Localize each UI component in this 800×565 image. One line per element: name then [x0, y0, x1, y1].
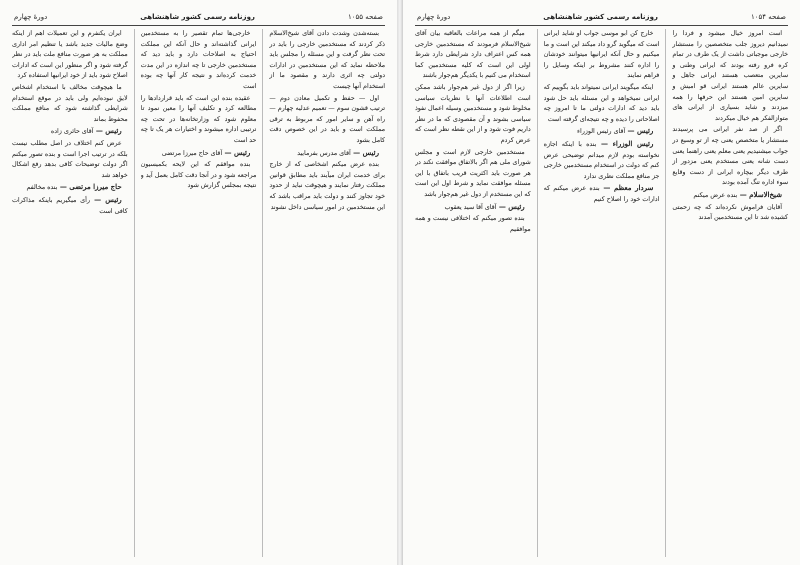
- paragraph: [269, 160, 385, 213]
- paragraph-text: میگم از همه مراعات بالعاقبه بیان آقای شیخ‌الاسلام فرمودند که مستخدمین خارجی همه کس اعتراف دارد شرایطی دارد شرط اولی این است که کلیه مستخدمین کما استخدام می کنیم با یکدیگر هم‌جوار باشند: [414, 30, 531, 80]
- speaker-name: رئیس —: [350, 147, 379, 157]
- speaker-name: حاج میرزا مرتضی —: [57, 182, 122, 192]
- volume-label: دورهٔ چهارم: [14, 13, 48, 21]
- paragraph: [544, 183, 660, 205]
- paragraph-text: خارج کن ابو موسی جواب او شاید ایرانی است که میگوید گرو داد میکند این است و ما میکنیم و حال آنکه ایرانیها میتوانند خودشان را اداره کنند مشروط بر اینکه وسایل را فراهم نمایند: [543, 30, 660, 80]
- paragraph-text: اگر از صد نفر ایرانی می پرسیدند مستشار یا متخصص یعنی چه از تو وسیع در جواب میشنیدیم یعنی معلم یعنی راهنما یعنی دست شانه یعنی مستخدم یعنی مزدور از طرف دیگر بیچاره ایرانی از دست وقایع سوء اداره تنگ آمده بودند: [672, 126, 788, 187]
- speaker-name: رئیس —: [93, 126, 122, 136]
- volume-label: دورهٔ چهارم: [417, 13, 451, 21]
- paragraph: [12, 139, 128, 181]
- paragraph-text: بنده مخالفم: [26, 184, 58, 192]
- page-number: صفحه ۱۰۵۴: [750, 13, 786, 21]
- speaker-name: رئیس الوزراء —: [596, 138, 654, 148]
- paragraph: [141, 160, 257, 192]
- paragraph-text: مستخدمین خارجی لازم است و مجلس شورای ملی هم اگر بالاتفاق موافقت نکند در هر صورت باید اکثریت قریب باتفاق با این مسئله موافقت نماید و شرط اول این است که این مستخدم از دول غیر هم‌جوار باشد: [414, 148, 531, 198]
- paragraph: [672, 125, 788, 189]
- paragraph: [415, 148, 531, 201]
- paragraph-text: آقای مدرس بفرمایید: [297, 149, 351, 157]
- paragraph-text: رأی میگیریم باینکه مذاکرات کافی است: [11, 196, 128, 215]
- paragraph: [672, 190, 788, 202]
- paragraph-text: بنده موافقم که این لایحه بکمیسیون مراجعه شود و در آنجا دقت کامل بعمل آید و نتیجه بمجلس گزارش شود: [140, 161, 257, 190]
- text-column: [12, 29, 128, 557]
- paragraph: [672, 203, 788, 224]
- paragraph: [12, 29, 128, 82]
- paragraph: [12, 182, 128, 194]
- column-rule: [134, 29, 135, 557]
- paragraph: [415, 202, 531, 214]
- text-column: [415, 29, 531, 557]
- paragraph: [544, 29, 660, 82]
- paragraph: [12, 195, 128, 217]
- paragraph-text: ما هیچوقت مخالف با استخدام اشخاص لایق نبوده‌ایم ولی باید در موقع استخدام شرایطی گذاشته شود که منافع مملکت محفوظ بماند: [11, 83, 128, 123]
- paragraph-text: بنده عرض میکنم: [693, 191, 738, 199]
- newspaper-title: روزنامه رسمی کشور شاهنشاهی: [543, 13, 658, 21]
- paragraph: [269, 29, 385, 93]
- paragraph-text: آقایان فراموش نکرده‌اند که چه زحمتی کشیده شد تا این مستخدمین آمدند: [672, 203, 788, 222]
- paragraph: [269, 94, 385, 147]
- page-header: [14, 10, 383, 24]
- paragraph-text: است امروز خیال میشود و فردا را نمیدانیم دیروز جلب متخصصین را مستشار خارجی موجباتی داشت از یک طرف در تمام کره فرو رفته بودند که ایرانی وطنی و سایرین متعصب هستند ایرانی جاهل و سایرین عالم هستند ایرانی قو امیش و سایرین امین هستند این حرفها را همه میزدند و شاید بسیاری از ایرانی های متوازالفکر هم خیال میکردند: [672, 30, 788, 122]
- paragraph-text: اول — حفظ و تکمیل معادن دوم — ترتیب قشون سوم — تعمیم عدلیه چهارم — راه آهن و سایر امور که مربوط به ترقی مملکت است و باید در این خصوص دقت کامل بشود: [269, 94, 385, 144]
- paragraph-text: بنده تصور میکنم که اختلافی نیست و همه موافقیم: [414, 215, 531, 233]
- paragraph-text: بنده عرض میکنم که ادارات خود را اصلاح کنیم: [543, 185, 660, 203]
- header-rule: [415, 25, 788, 26]
- paragraph: [141, 94, 257, 147]
- header-rule: [12, 25, 385, 26]
- paragraph-text: آقای رئیس الوزراء: [577, 128, 626, 136]
- text-column: [141, 29, 257, 557]
- paragraph-text: آقای حاج میرزا مرتضی: [161, 149, 223, 157]
- column-rule: [262, 29, 263, 557]
- text-column: [544, 29, 660, 557]
- speaker-name: سردار معظم —: [599, 183, 654, 193]
- page-header: [417, 10, 786, 24]
- paragraph: [12, 83, 128, 125]
- paragraph: [672, 29, 788, 124]
- text-column: [672, 29, 788, 557]
- columns: [12, 29, 385, 557]
- paragraph-text: خارجی‌ها تمام تقصیر را به مستخدمین ایرانی گذاشته‌اند و حال آنکه این مملکت احتیاج به اصلاحات دارد و باید دید که مستخدمین خارجی تا چه اندازه در این مدت خدمت کرده‌اند و نتیجه کار آنها چه بوده است: [140, 30, 257, 90]
- right-page: [403, 0, 800, 565]
- column-rule: [665, 29, 666, 557]
- columns: [415, 29, 788, 557]
- paragraph: [141, 29, 257, 93]
- paragraph-text: بنده عرض میکنم اشخاصی که از خارج برای خدمت ایران میآیند باید مطابق قوانین مملکت رفتار نمایند و هیچوقت نباید از حدود خود تجاوز کنند و دولت باید مراقب باشد که این مستخدمین در امور سیاسی داخل نشوند: [269, 161, 385, 211]
- paragraph-text: بسته‌شدن وشدت دادن آقای شیخ‌الاسلام ذکر کردند که مستخدمین خارجی را باید در تحت نظر گرفت و این مسئله را مجلس باید ملاحظه نماید که این مستخدمین در ادارات دولتی چه اثری دارند و مقصود ما از استخدام آنها چیست: [269, 30, 385, 90]
- paragraph: [415, 83, 531, 147]
- speaker-name: رئیس —: [222, 147, 251, 157]
- paragraph: [415, 29, 531, 82]
- paragraph-text: عرض کنم اختلاف در اصل مطلب نیست بلکه در ترتیب اجرا است و بنده تصور میکنم اگر دولت توضیحات کافی بدهد رفع اشکال خواهد شد: [11, 139, 128, 179]
- paragraph: [269, 148, 385, 160]
- speaker-name: رئیس —: [496, 201, 525, 211]
- newspaper-title: روزنامه رسمی کشور شاهنشاهی: [140, 13, 255, 21]
- paragraph: [141, 148, 257, 160]
- paragraph: [544, 83, 660, 125]
- speaker-name: رئیس —: [625, 126, 654, 136]
- text-column: [269, 29, 385, 557]
- speaker-name: شیخ‌الاسلام —: [737, 189, 782, 199]
- paragraph-text: عقیده بنده این است که باید قراردادها را مطالعه کرد و تکلیف آنها را معین نمود تا معلوم شود که وزارتخانه‌ها در تحت چه ترتیبی اداره میشوند و اختیارات هر یک تا چه حد است: [140, 94, 257, 144]
- paragraph: [544, 126, 660, 138]
- paragraph: [415, 214, 531, 235]
- paragraph-text: آقای حائری زاده: [50, 128, 94, 136]
- page-number: صفحه ۱۰۵۵: [347, 13, 383, 21]
- paragraph: [12, 126, 128, 138]
- paragraph-text: ایران یکنفرم و این تعمیلات اهم از اینکه وضع مالیات جدید باشد یا تنظیم امر اداری مملکت به هر صورت منافع ملت باید در نظر گرفته شود و اگر منظور این است که ادارات اصلاح شود باید از خود ایرانیها استفاده کرد: [11, 30, 128, 80]
- paragraph-text: آقای آقا سید یعقوب: [444, 203, 497, 211]
- paragraph-text: اینکه میگویند ایرانی نمیتواند باید بگوییم که ایرانی نمیخواهد و این مسئله باید حل شود باید دید که ادارات دولتی ما تا امروز چه اصلاحاتی را دیده و چه نتیجه‌ای گرفته است: [543, 83, 660, 123]
- paragraph: [544, 139, 660, 182]
- left-page: [0, 0, 397, 565]
- paragraph-text: بنده با اینکه اجازه نخواسته بودم لازم میدانم توضیحی عرض کنم که دولت در استخدام مستخدمین خارجی جز منافع مملکت نظری ندارد: [543, 140, 660, 180]
- paragraph-text: زیرا اگر از دول غیر هم‌جوار باشد ممکن است اطلاعات آنها با نظریات سیاسی مخلوط شود و مستخدمین وسیله اعمال نفوذ سیاسی بشوند و آن مقصودی که ما در نظر داریم فوت شود و از این نقطه نظر است که عرض کردم: [414, 83, 531, 144]
- column-rule: [537, 29, 538, 557]
- speaker-name: رئیس —: [89, 194, 122, 204]
